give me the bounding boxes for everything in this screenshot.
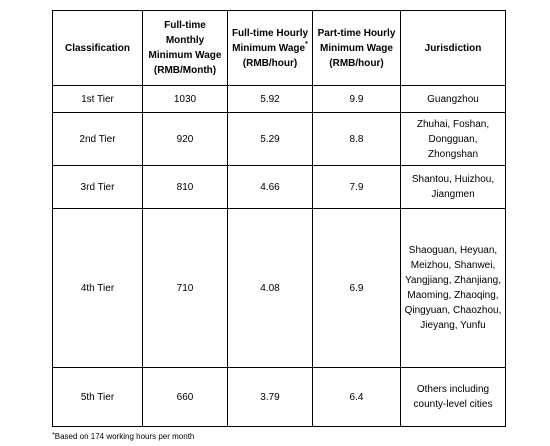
cell-part-time: 9.9 — [313, 86, 401, 113]
cell-hourly: 3.79 — [228, 368, 313, 427]
table-row — [53, 209, 506, 368]
cell-monthly: 710 — [143, 209, 228, 368]
cell-jurisdiction: Guangzhou — [401, 86, 506, 113]
cell-monthly: 1030 — [143, 86, 228, 113]
header-jurisdiction: Jurisdiction — [401, 11, 506, 86]
table-row — [53, 86, 506, 113]
cell-jurisdiction: Zhuhai, Foshan, Dongguan, Zhongshan — [401, 113, 506, 166]
cell-hourly: 5.29 — [228, 113, 313, 166]
cell-monthly: 810 — [143, 166, 228, 209]
cell-jurisdiction: Others including county-level cities — [401, 368, 506, 427]
table-header-row — [53, 11, 506, 86]
cell-tier: 1st Tier — [53, 86, 143, 113]
cell-part-time: 6.4 — [313, 368, 401, 427]
cell-hourly: 5.92 — [228, 86, 313, 113]
table-row — [53, 368, 506, 427]
header-hourly-label: Full-time Hourly Minimum Wage — [231, 27, 309, 54]
cell-part-time: 6.9 — [313, 209, 401, 368]
cell-hourly: 4.08 — [228, 209, 313, 368]
footnote — [52, 432, 194, 442]
header-hourly-minimum-wage — [228, 11, 313, 86]
footnote-asterisk: * — [52, 432, 55, 439]
header-classification: Classification — [53, 11, 143, 86]
cell-hourly: 4.66 — [228, 166, 313, 209]
cell-tier: 2nd Tier — [53, 113, 143, 166]
cell-tier: 4th Tier — [53, 209, 143, 368]
cell-tier: 5th Tier — [53, 368, 143, 427]
table-row — [53, 113, 506, 166]
footnote-text: Based on 174 working hours per month — [54, 432, 195, 441]
minimum-wage-table — [52, 10, 506, 427]
cell-monthly: 660 — [143, 368, 228, 427]
table-row — [53, 166, 506, 209]
cell-tier: 3rd Tier — [53, 166, 143, 209]
cell-part-time: 8.8 — [313, 113, 401, 166]
header-hourly-unit: (RMB/hour) — [242, 57, 298, 69]
header-monthly-minimum-wage: Full-time Monthly Minimum Wage (RMB/Month) — [143, 11, 228, 86]
cell-part-time: 7.9 — [313, 166, 401, 209]
cell-jurisdiction: Shantou, Huizhou, Jiangmen — [401, 166, 506, 209]
cell-monthly: 920 — [143, 113, 228, 166]
header-part-time-hourly-wage: Part-time Hourly Minimum Wage (RMB/hour) — [313, 11, 401, 86]
header-hourly-asterisk: * — [305, 40, 308, 48]
cell-jurisdiction: Shaoguan, Heyuan, Meizhou, Shanwei, Yangjiang, Zhanjiang, Maoming, Zhaoqing, Qingyuan, Chaozhou, Jieyang, Yunfu — [401, 209, 506, 368]
